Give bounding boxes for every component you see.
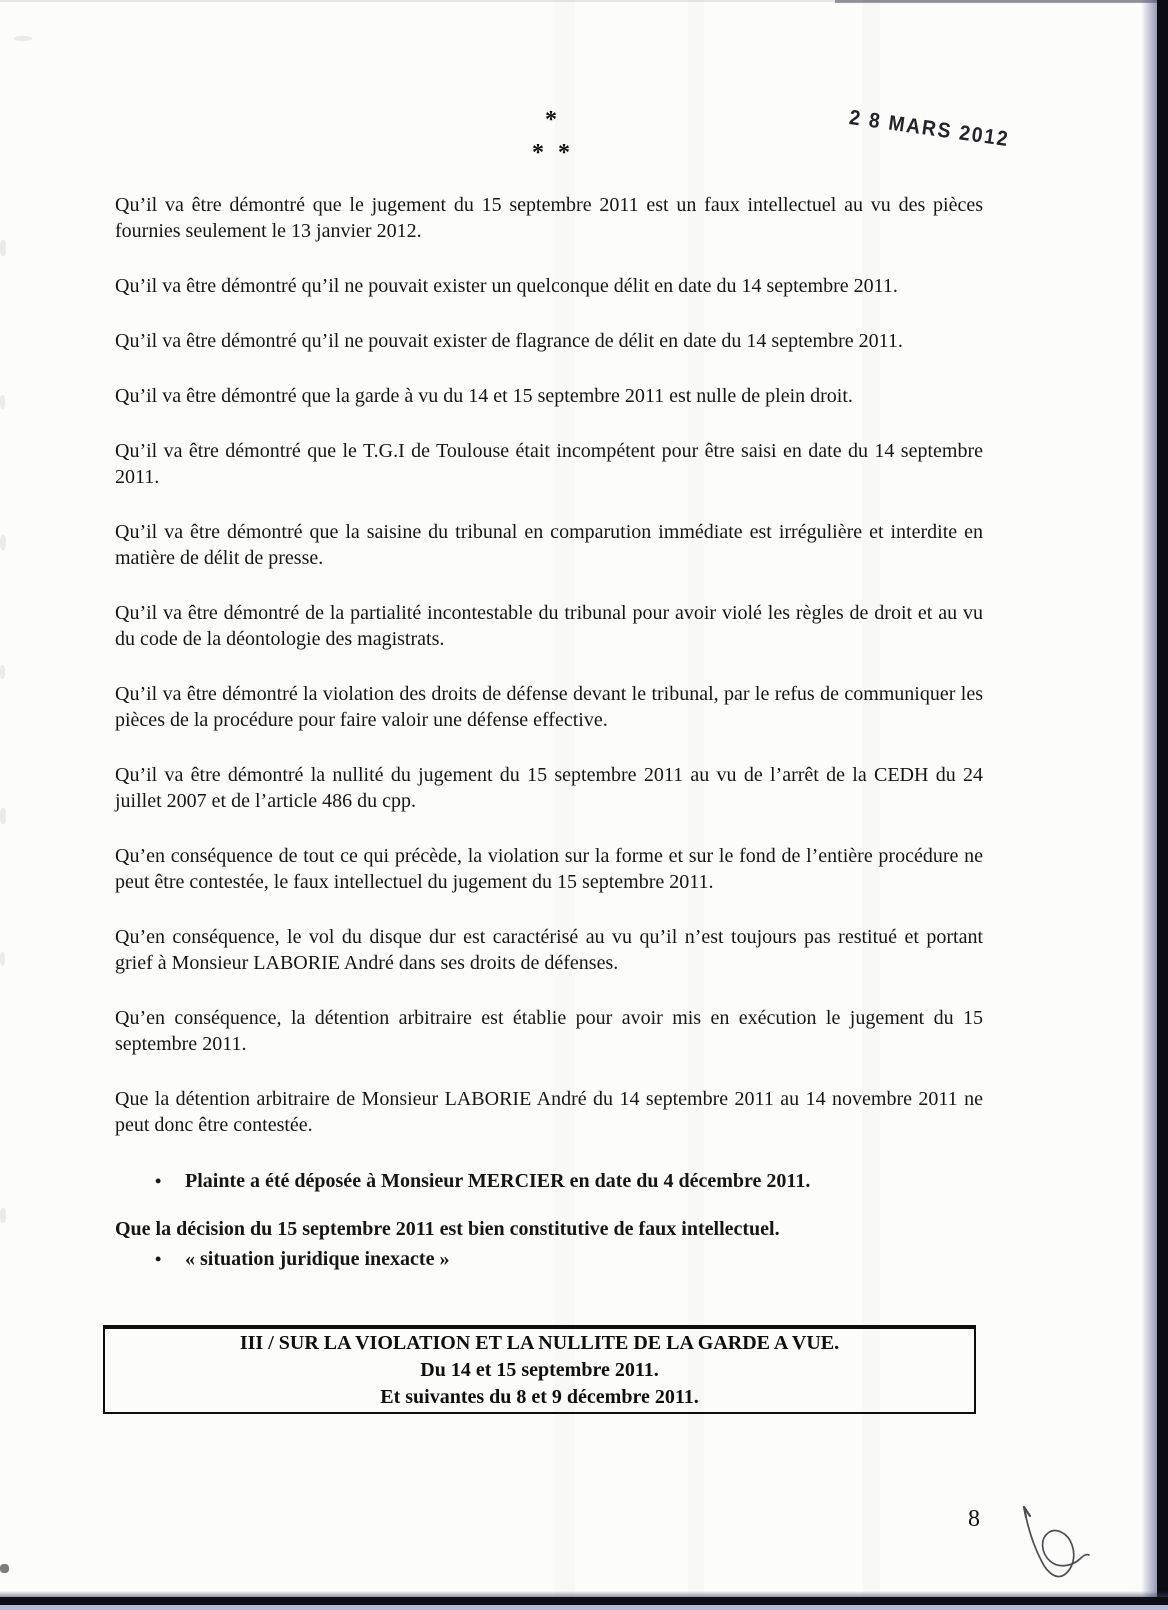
bullet-icon: • bbox=[155, 1171, 162, 1191]
section-heading-line-3: Et suivantes du 8 et 9 décembre 2011. bbox=[380, 1386, 699, 1408]
paragraph-1: Qu’il va être démontré que le jugement du 15 septembre 2011 est un faux intellectuel au vu des pièces fournies seulement le 13 janvier 2012. bbox=[115, 194, 983, 242]
paragraph-9: Qu’il va être démontré la nullité du jugement du 15 septembre 2011 au vu de l’arrêt de la CEDH du 24 juillet 2007 et de l’article 486 du cpp. bbox=[115, 764, 983, 812]
paragraph-13: Que la détention arbitraire de Monsieur LABORIE André du 14 septembre 2011 au 14 novembre 2011 ne peut donc être contestée. bbox=[115, 1088, 983, 1136]
scan-smudge bbox=[0, 1564, 9, 1573]
asterisk-row-2: * * bbox=[532, 140, 574, 166]
scan-edge-bottom bbox=[0, 1597, 1168, 1605]
scan-smudge bbox=[0, 240, 6, 256]
paragraph-7: Qu’il va être démontré de la partialité incontestable du tribunal pour avoir violé les règles de droit et au vu du code de la déontologie des magistrats. bbox=[115, 602, 983, 650]
section-heading-line-2: Du 14 et 15 septembre 2011. bbox=[420, 1359, 659, 1381]
page-number: 8 bbox=[968, 1506, 980, 1532]
bullet-item-complaint bbox=[115, 1168, 983, 1194]
scan-edge-right-shadow bbox=[1141, 0, 1157, 1610]
section-heading-line-1: III / SUR LA VIOLATION ET LA NULLITE DE LA GARDE A VUE. bbox=[239, 1332, 840, 1354]
scan-smudge bbox=[0, 395, 5, 409]
paragraph-12: Qu’en conséquence, la détention arbitraire est établie pour avoir mis en exécution le jugement du 15 septembre 2011. bbox=[115, 1007, 983, 1055]
bold-statement: Que la décision du 15 septembre 2011 est bien constitutive de faux intellectuel. bbox=[115, 1218, 780, 1240]
bullet-situation-label: « situation juridique inexacte » bbox=[185, 1248, 450, 1270]
paragraph-6: Qu’il va être démontré que la saisine du tribunal en comparution immédiate est irrégulière et interdite en matière de délit de presse. bbox=[115, 521, 983, 569]
scan-edge-right bbox=[1157, 0, 1168, 1610]
scan-smudge bbox=[0, 1208, 6, 1223]
bullet-icon: • bbox=[155, 1249, 162, 1269]
scan-smudge bbox=[0, 535, 6, 550]
scan-smudge bbox=[0, 665, 5, 679]
paragraph-3: Qu’il va être démontré qu’il ne pouvait exister de flagrance de délit en date du 14 septembre 2011. bbox=[115, 330, 903, 352]
handwritten-paraph bbox=[1012, 1502, 1090, 1584]
scan-edge-top-right bbox=[835, 0, 1168, 3]
paragraph-4: Qu’il va être démontré que la garde à vu du 14 et 15 septembre 2011 est nulle de plein droit. bbox=[115, 385, 853, 407]
scan-smudge bbox=[14, 36, 32, 41]
bullet-item-situation bbox=[115, 1246, 983, 1272]
document-body bbox=[115, 192, 983, 1414]
date-stamp: 2 8 MARS 2012 bbox=[847, 106, 1011, 152]
bullet-complaint-label: Plainte a été déposée à Monsieur MERCIER en date du 4 décembre 2011. bbox=[185, 1170, 811, 1192]
scan-edge-bottom-light bbox=[0, 1605, 1168, 1610]
paragraph-5: Qu’il va être démontré que le T.G.I de Toulouse était incompétent pour être saisi en date du 14 septembre 2011. bbox=[115, 440, 983, 488]
paragraph-8: Qu’il va être démontré la violation des droits de défense devant le tribunal, par le refus de communiquer les pièces de la procédure pour faire valoir une défense effective. bbox=[115, 683, 983, 731]
section-heading-box bbox=[103, 1325, 976, 1414]
paragraph-10: Qu’en conséquence de tout ce qui précède, la violation sur la forme et sur le fond de l’entière procédure ne peut être contestée, le faux intellectuel du jugement du 15 septembre 2011. bbox=[115, 845, 983, 893]
scan-smudge bbox=[0, 952, 5, 966]
asterisk-row-1: * bbox=[545, 107, 561, 133]
paragraph-11: Qu’en conséquence, le vol du disque dur est caractérisé au vu qu’il n’est toujours pas restitué et portant grief à Monsieur LABORIE André dans ses droits de défenses. bbox=[115, 926, 983, 974]
scan-smudge bbox=[0, 808, 6, 824]
paragraph-2: Qu’il va être démontré qu’il ne pouvait exister un quelconque délit en date du 14 septembre 2011. bbox=[115, 275, 898, 297]
